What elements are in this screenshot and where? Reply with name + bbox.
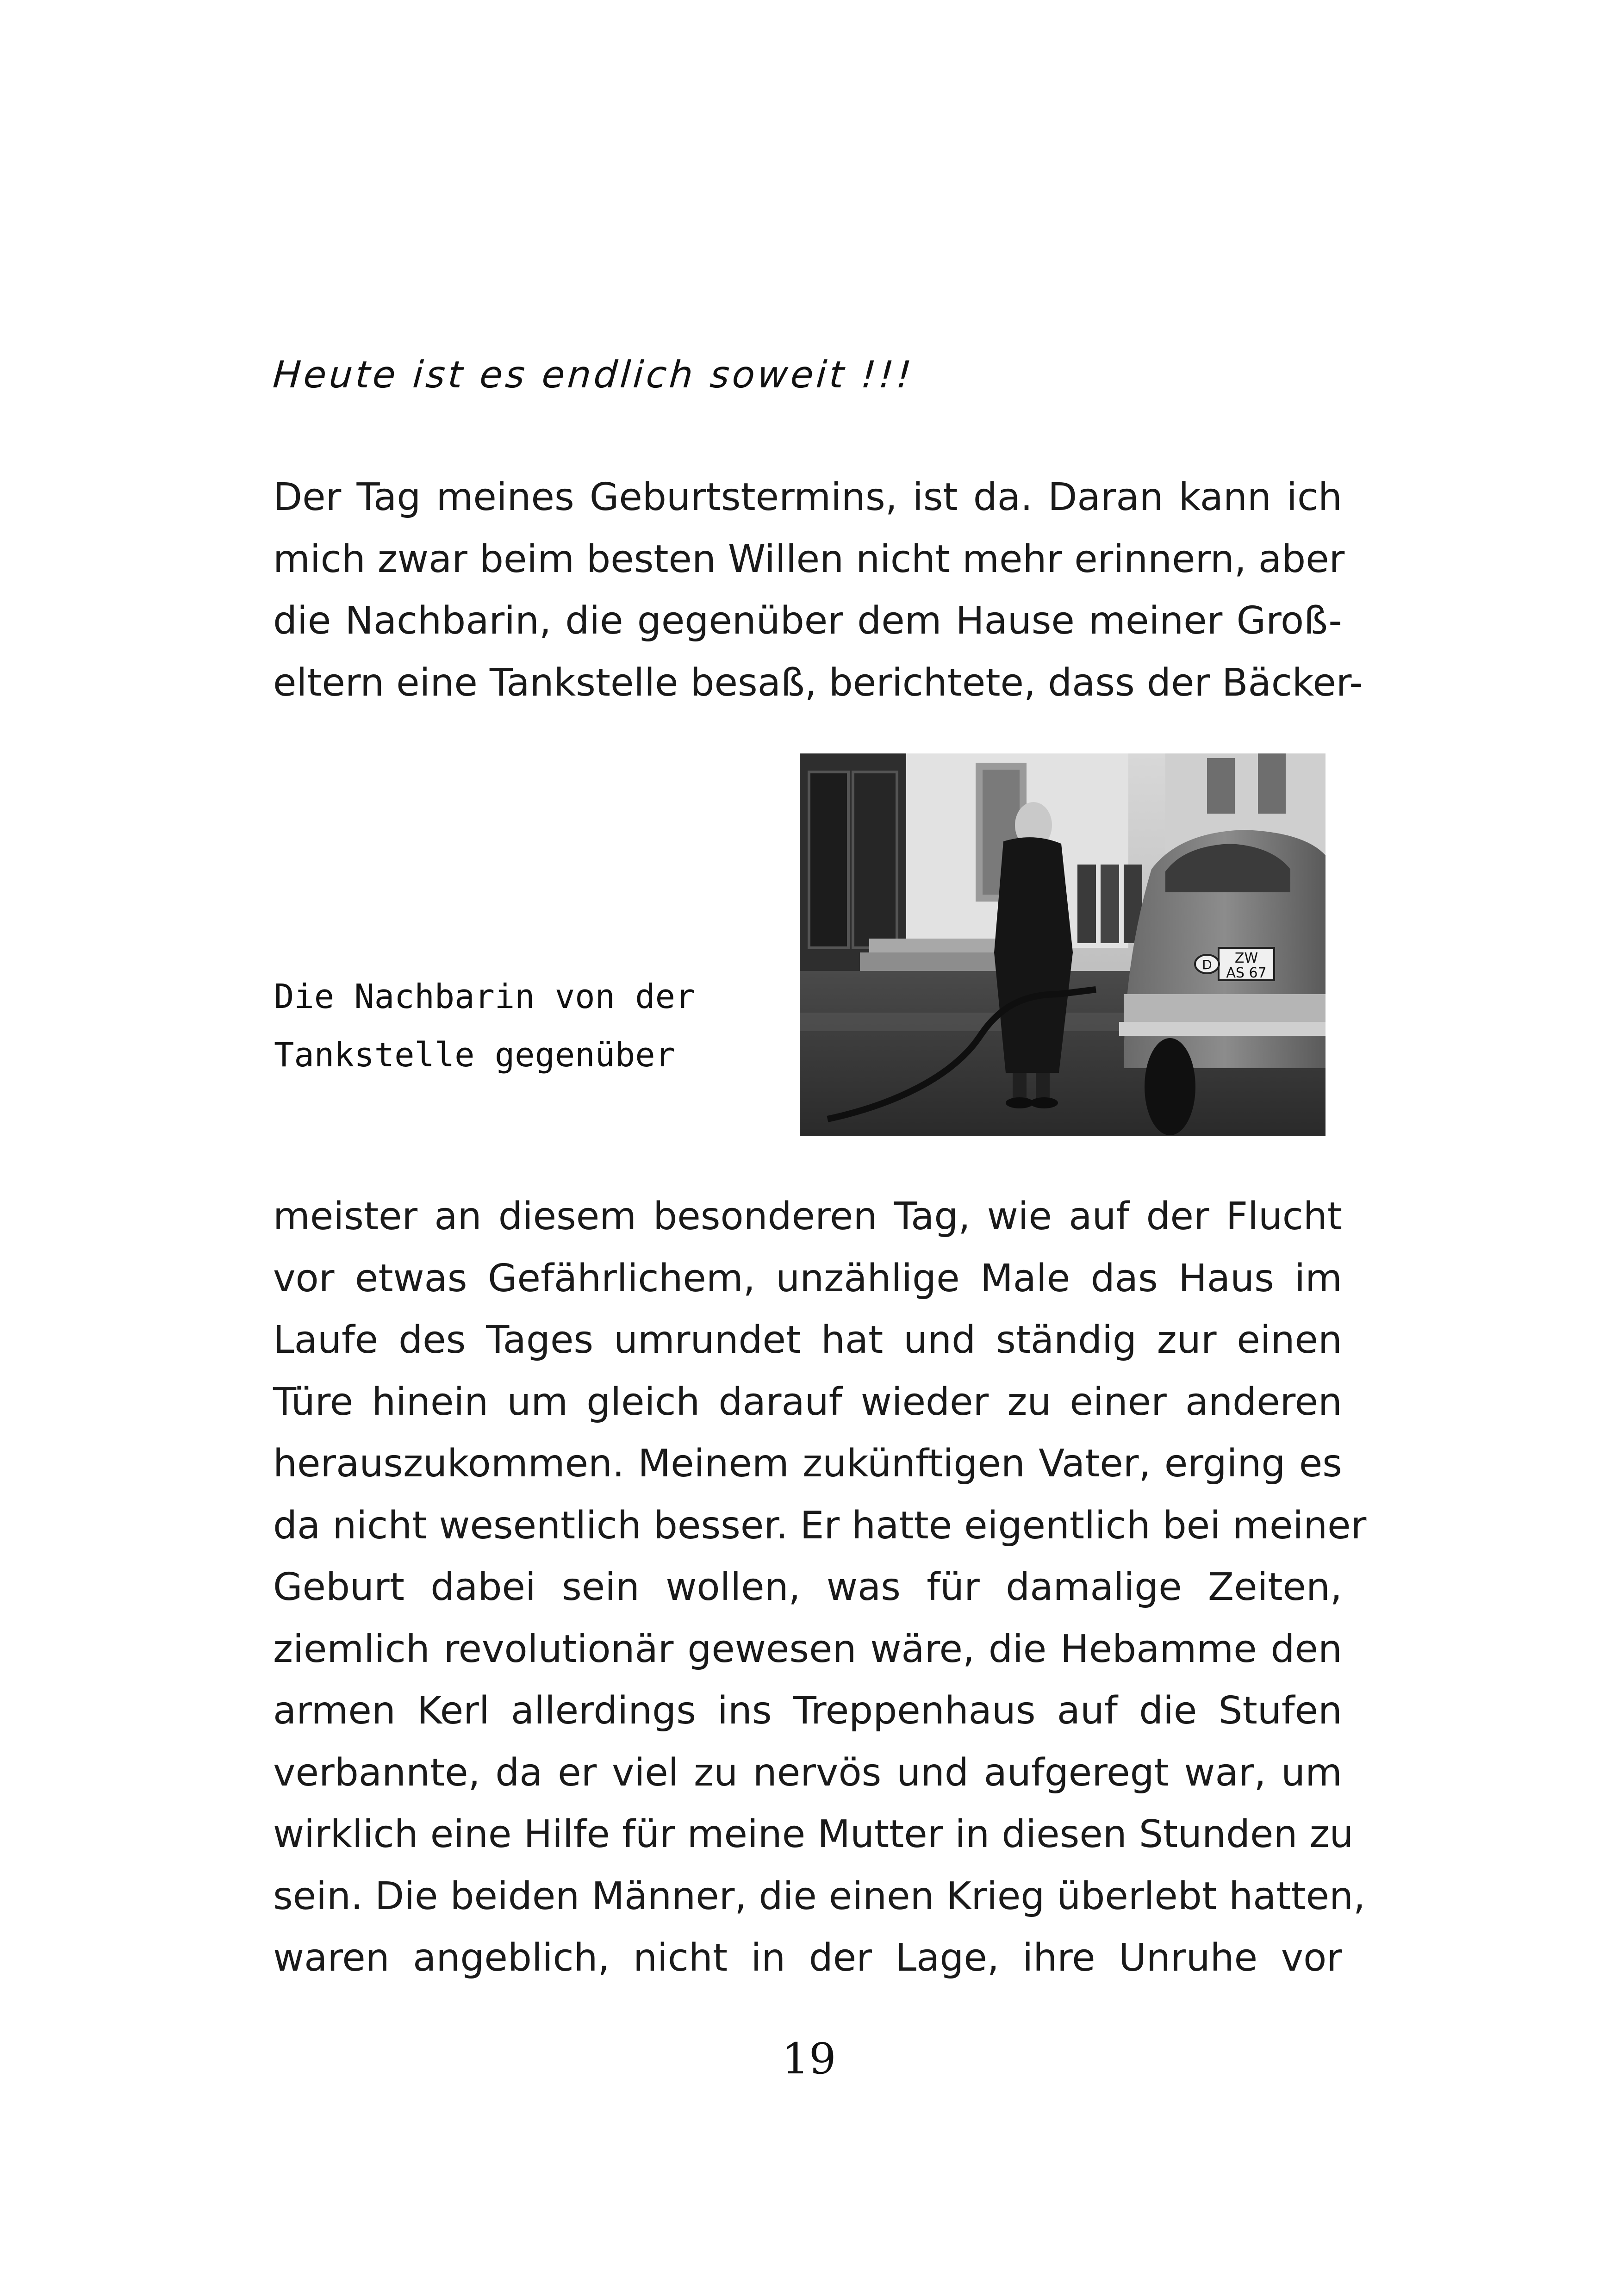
- plate-line-2: AS 67: [1226, 965, 1267, 981]
- text-line: sein. Die beiden Männer, die einen Krieg überlebt hatten,: [273, 1874, 1366, 1918]
- text-line: waren angeblich, nicht in der Lage, ihre Unruhe vor: [273, 1936, 1342, 1980]
- caption-line: Die Nachbarin von der: [274, 977, 696, 1016]
- text-line: verbannte, da er viel zu nervös und aufgeregt war, um: [273, 1750, 1342, 1795]
- caption-line: Tankstelle gegenüber: [274, 1035, 675, 1074]
- text-line: Laufe des Tages umrundet hat und ständig zur einen: [273, 1318, 1342, 1362]
- photo-caption: [274, 967, 737, 1084]
- text-line: meister an diesem besonderen Tag, wie auf der Flucht: [273, 1195, 1342, 1238]
- text-line: Der Tag meines Geburtstermins, ist da. Daran kann ich: [273, 475, 1342, 519]
- text-line: armen Kerl allerdings ins Treppenhaus auf die Stufen: [273, 1689, 1342, 1733]
- text-line: mich zwar beim besten Willen nicht mehr erinnern, aber: [273, 537, 1345, 581]
- plate-line-1: ZW: [1234, 950, 1258, 966]
- paragraph-2: [273, 1186, 1367, 1989]
- text-line: Geburt dabei sein wollen, was für damalige Zeiten,: [273, 1565, 1342, 1609]
- page-number: 19: [782, 2034, 836, 2084]
- text-line: da nicht wesentlich besser. Er hatte eigentlich bei meiner: [273, 1503, 1367, 1548]
- text-line: vor etwas Gefährlichem, unzählige Male das Haus im: [273, 1256, 1342, 1300]
- black-white-photo: [800, 753, 1326, 1136]
- text-line: eltern eine Tankstelle besaß, berichtete, dass der Bäcker-: [273, 660, 1363, 705]
- paragraph-1: [273, 467, 1363, 714]
- text-line: herauszukommen. Meinem zukünftigen Vater, erging es: [273, 1442, 1342, 1486]
- chapter-heading: Heute ist es endlich soweit !!!: [271, 353, 916, 396]
- plate-country: D: [1202, 957, 1212, 972]
- text-line: die Nachbarin, die gegenüber dem Hause meiner Groß-: [273, 599, 1342, 643]
- text-line: ziemlich revolutionär gewesen wäre, die Hebamme den: [273, 1627, 1342, 1671]
- text-line: Türe hinein um gleich darauf wieder zu einer anderen: [273, 1380, 1342, 1424]
- text-line: wirklich eine Hilfe für meine Mutter in diesen Stunden zu: [273, 1812, 1354, 1856]
